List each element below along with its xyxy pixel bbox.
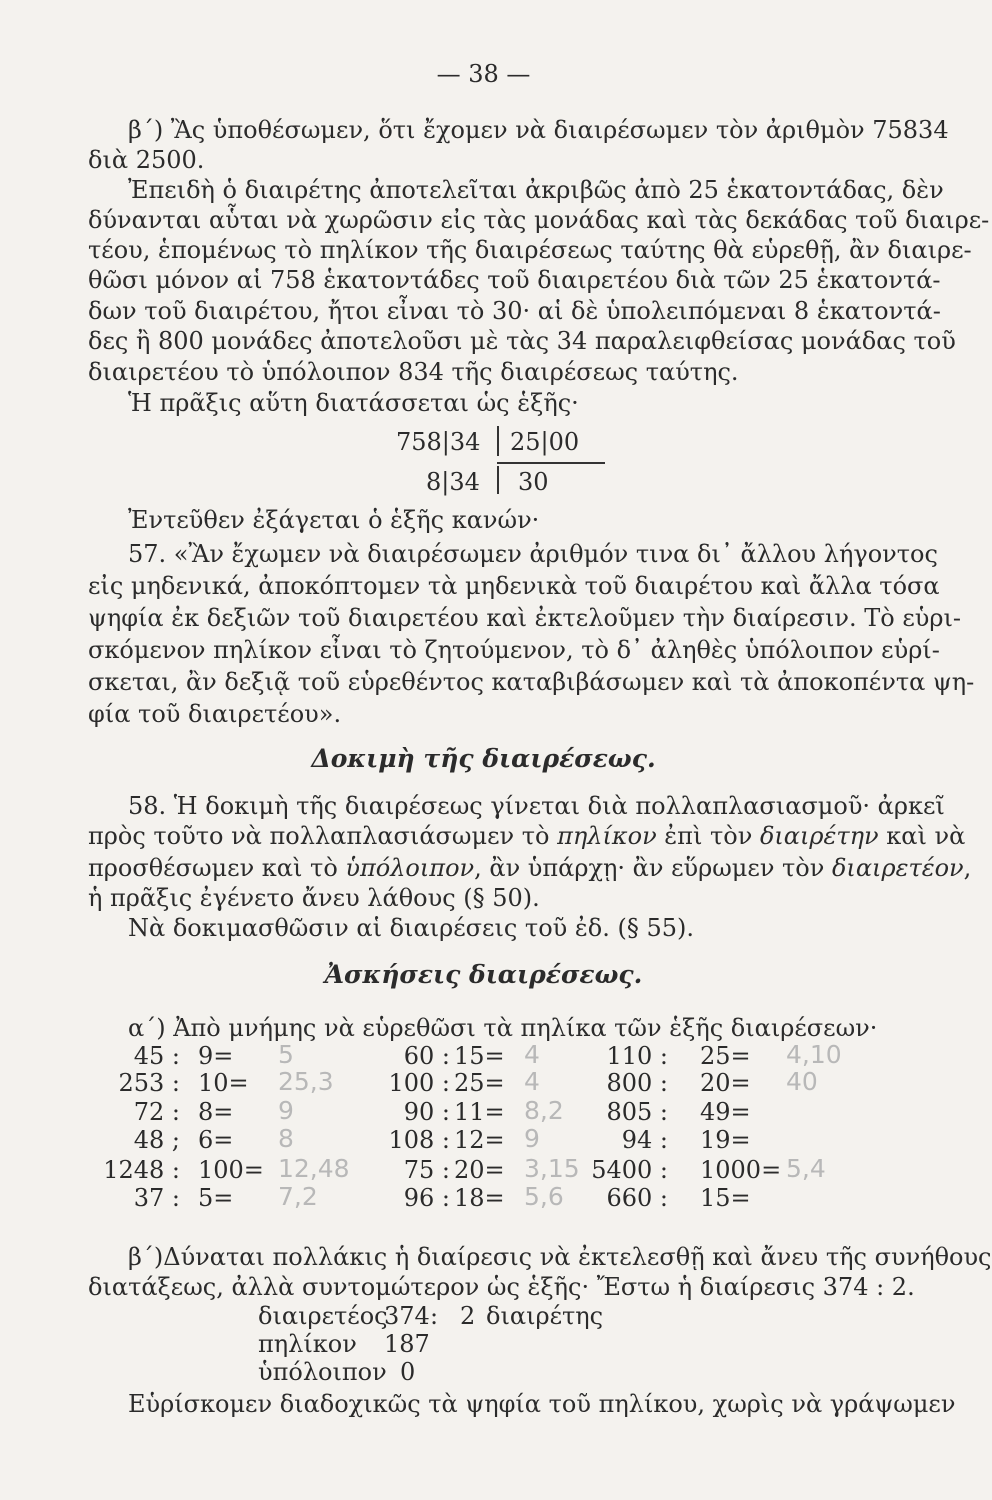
handwritten-answer: 4 — [524, 1067, 540, 1096]
division-vertical-rule-lower — [497, 466, 499, 494]
dividend-label: διαιρετέος — [258, 1302, 388, 1330]
emphasis-quotient: πηλίκον — [557, 822, 657, 850]
exercise-divisor: 8= — [198, 1098, 234, 1126]
emphasis-divisor: διαιρέτην — [759, 822, 879, 850]
division-vertical-rule — [497, 426, 499, 456]
section-heading: Ἀσκήσεις διαιρέσεως. — [324, 960, 643, 989]
exercise-dividend: 45 : — [133, 1042, 180, 1070]
quotient-value: 187 — [384, 1330, 430, 1358]
remainder-label: ὑπόλοιπον — [258, 1358, 387, 1386]
handwritten-answer: 5,6 — [524, 1182, 564, 1211]
text-line: δες ἢ 800 μονάδες ἀποτελοῦσι μὲ τὰς 34 παραλειφθείσας μονάδας τοῦ — [88, 327, 956, 355]
handwritten-answer: 8,2 — [524, 1096, 564, 1125]
exercise-divisor: 20= — [454, 1156, 505, 1184]
handwritten-answer: 8 — [278, 1124, 294, 1153]
text-line: θῶσι μόνον αἱ 758 ἑκατοντάδες τοῦ διαιρετέου διὰ τῶν 25 ἑκατοντά- — [88, 266, 941, 294]
handwritten-answer: 7,2 — [278, 1182, 318, 1211]
text-line: τέου, ἑπομένως τὸ πηλίκον τῆς διαιρέσεως ταύτης θὰ εὑρεθῇ, ἂν διαιρε- — [88, 236, 972, 264]
division-divisor: 25|00 — [510, 428, 580, 456]
exercise-divisor: 49= — [700, 1098, 751, 1126]
text-line: δων τοῦ διαιρέτου, ἤτοι εἶναι τὸ 30· αἱ δὲ ὑπολειπόμεναι 8 ἑκατοντά- — [88, 297, 941, 325]
division-horizontal-rule — [497, 462, 605, 464]
exercise-divisor: 5= — [198, 1184, 234, 1212]
exercise-divisor: 6= — [198, 1126, 234, 1154]
exercise-dividend: 805 : — [606, 1098, 668, 1126]
division-sign: : — [430, 1302, 439, 1330]
division-remainder: 8|34 — [426, 468, 480, 496]
handwritten-answer: 9 — [278, 1096, 294, 1125]
exercise-dividend: 94 : — [621, 1126, 668, 1154]
exercise-divisor: 25= — [700, 1042, 751, 1070]
text-line: Ἐντεῦθεν ἐξάγεται ὁ ἑξῆς κανών· — [128, 506, 540, 534]
exercise-dividend: 660 : — [606, 1184, 668, 1212]
exercise-divisor: 19= — [700, 1126, 751, 1154]
exercise-divisor: 11= — [454, 1098, 505, 1126]
exercise-dividend: 800 : — [606, 1069, 668, 1097]
exercise-dividend: 100 : — [388, 1069, 450, 1097]
exercise-divisor: 9= — [198, 1042, 234, 1070]
exercise-dividend: 37 : — [133, 1184, 180, 1212]
text-line: α΄) Ἀπὸ μνήμης νὰ εὑρεθῶσι τὰ πηλίκα τῶν ἑξῆς διαιρέσεων· — [128, 1014, 878, 1042]
exercise-dividend: 5400 : — [591, 1156, 668, 1184]
handwritten-answer: 4,10 — [786, 1040, 842, 1069]
text-line: διατάξεως, ἀλλὰ συντομώτερον ὡς ἑξῆς· Ἔστω ἡ διαίρεσις 374 : 2. — [88, 1273, 915, 1301]
text-line: ἡ πρᾶξις ἐγένετο ἄνευ λάθους (§ 50). — [88, 884, 540, 912]
exercise-dividend: 1248 : — [103, 1156, 180, 1184]
page-number: — 38 — — [436, 60, 531, 88]
exercise-dividend: 75 : — [403, 1156, 450, 1184]
exercise-divisor: 12= — [454, 1126, 505, 1154]
remainder-value: 0 — [400, 1358, 416, 1386]
dividend-value: 374 — [384, 1302, 430, 1330]
text-line: σκόμενον πηλίκον εἶναι τὸ ζητούμενον, τὸ δ᾽ ἀληθὲς ὑπόλοιπον εὑρί- — [88, 636, 940, 664]
text-line: β΄)Δύναται πολλάκις ἡ διαίρεσις νὰ ἐκτελεσθῇ καὶ ἄνευ τῆς συνήθους — [128, 1243, 992, 1271]
quotient-label: πηλίκον — [258, 1330, 357, 1358]
handwritten-answer: 4 — [524, 1040, 540, 1069]
handwritten-answer: 9 — [524, 1124, 540, 1153]
exercise-dividend: 48 ; — [133, 1126, 180, 1154]
exercise-dividend: 60 : — [403, 1042, 450, 1070]
text-line: ψηφία ἐκ δεξιῶν τοῦ διαιρετέου καὶ ἐκτελοῦμεν τὴν διαίρεσιν. Τὸ εὑρι- — [88, 604, 962, 632]
text-line: εἰς μηδενικά, ἀποκόπτομεν τὰ μηδενικὰ τοῦ διαιρέτου καὶ ἄλλα τόσα — [88, 572, 940, 600]
emphasis-dividend: διαιρετέον — [831, 854, 964, 882]
exercise-divisor: 10= — [198, 1069, 249, 1097]
exercise-dividend: 96 : — [403, 1184, 450, 1212]
division-quotient: 30 — [518, 468, 549, 496]
exercise-divisor: 20= — [700, 1069, 751, 1097]
text-line: 58. Ἡ δοκιμὴ τῆς διαιρέσεως γίνεται διὰ πολλαπλασιασμοῦ· ἀρκεῖ — [128, 792, 945, 820]
exercise-dividend: 108 : — [388, 1126, 450, 1154]
text-line: διὰ 2500. — [88, 146, 205, 174]
text-line: Εὑρίσκομεν διαδοχικῶς τὰ ψηφία τοῦ πηλίκου, χωρὶς νὰ γράψωμεν — [128, 1390, 956, 1418]
handwritten-answer: 12,48 — [278, 1154, 350, 1183]
text-line: β΄) Ἂς ὑποθέσωμεν, ὅτι ἔχομεν νὰ διαιρέσωμεν τὸν ἀριθμὸν 75834 — [128, 116, 949, 144]
handwritten-answer: 25,3 — [278, 1067, 334, 1096]
exercise-divisor: 100= — [198, 1156, 264, 1184]
exercise-divisor: 15= — [700, 1184, 751, 1212]
emphasis-remainder: ὑπόλοιπον — [345, 854, 475, 882]
handwritten-answer: 5,4 — [786, 1154, 826, 1183]
handwritten-answer: 5 — [278, 1040, 294, 1069]
exercise-dividend: 72 : — [133, 1098, 180, 1126]
divisor-value: 2 — [460, 1302, 476, 1330]
text-line: Ἐπειδὴ ὁ διαιρέτης ἀποτελεῖται ἀκριβῶς ἀπὸ 25 ἑκατοντάδας, δὲν — [128, 176, 944, 204]
text-line: σκεται, ἂν δεξιᾷ τοῦ εὑρεθέντος καταβιβάσωμεν καὶ τὰ ἀποκοπέντα ψη- — [88, 668, 975, 696]
handwritten-answer: 40 — [786, 1067, 818, 1096]
divisor-label: διαιρέτης — [486, 1302, 604, 1330]
exercise-dividend: 110 : — [606, 1042, 668, 1070]
section-heading: Δοκιμὴ τῆς διαιρέσεως. — [311, 744, 656, 773]
exercise-divisor: 18= — [454, 1184, 505, 1212]
exercise-divisor: 15= — [454, 1042, 505, 1070]
exercise-divisor: 25= — [454, 1069, 505, 1097]
text-line: φία τοῦ διαιρετέου». — [88, 700, 342, 728]
handwritten-answer: 3,15 — [524, 1154, 580, 1183]
division-dividend: 758|34 — [396, 428, 481, 456]
text-line: δύνανται αὗται νὰ χωρῶσιν εἰς τὰς μονάδας καὶ τὰς δεκάδας τοῦ διαιρε- — [88, 206, 990, 234]
exercise-dividend: 90 : — [403, 1098, 450, 1126]
text-line: διαιρετέου τὸ ὑπόλοιπον 834 τῆς διαιρέσεως ταύτης. — [88, 358, 739, 386]
text-line: Νὰ δοκιμασθῶσιν αἱ διαιρέσεις τοῦ ἐδ. (§ 55). — [128, 914, 694, 942]
text-line: προσθέσωμεν καὶ τὸ ὑπόλοιπον, ἂν ὑπάρχῃ· ἂν εὕρωμεν τὸν διαιρετέον, — [88, 854, 972, 882]
exercise-dividend: 253 : — [118, 1069, 180, 1097]
text-line: πρὸς τοῦτο νὰ πολλαπλασιάσωμεν τὸ πηλίκον ἐπὶ τὸν διαιρέτην καὶ νὰ — [88, 822, 966, 850]
text-line: 57. «Ἂν ἔχωμεν νὰ διαιρέσωμεν ἀριθμόν τινα δι᾽ ἄλλου λήγοντος — [128, 540, 938, 568]
text-line: Ἡ πρᾶξις αὕτη διατάσσεται ὡς ἑξῆς· — [128, 389, 579, 417]
exercise-divisor: 1000= — [700, 1156, 782, 1184]
